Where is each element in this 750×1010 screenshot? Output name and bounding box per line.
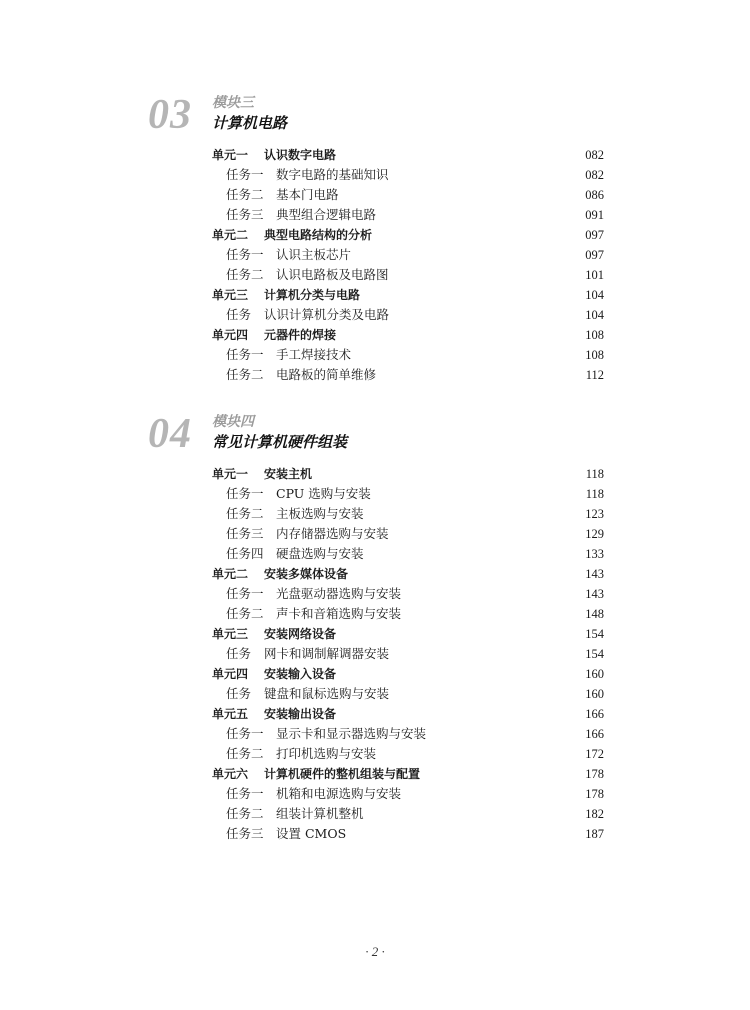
task-number: 任务三 [226, 526, 264, 541]
task-title: 典型组合逻辑电路 [276, 207, 377, 222]
toc-entry-label [226, 604, 401, 624]
unit-title: 计算机硬件的整机组装与配置 [264, 767, 421, 781]
toc-task-row[interactable] [0, 644, 750, 664]
task-number: 任务 [226, 686, 252, 701]
unit-title: 安装多媒体设备 [264, 567, 349, 581]
task-number: 任务一 [226, 726, 264, 741]
page-number: · 2 · [365, 944, 385, 959]
toc-task-row[interactable] [0, 265, 750, 285]
page-ref: 118 [585, 487, 604, 501]
page-ref: 143 [585, 587, 604, 601]
page-ref: 097 [585, 228, 604, 242]
task-number: 任务三 [226, 207, 264, 222]
page-ref: 129 [585, 527, 604, 541]
unit-number: 单元一 [212, 148, 249, 162]
unit-title: 认识数字电路 [264, 148, 337, 162]
task-title: 键盘和鼠标选购与安装 [264, 686, 390, 701]
task-number: 任务 [226, 307, 252, 322]
page-ref: 166 [585, 707, 604, 721]
page-ref: 172 [585, 747, 604, 761]
toc-entry-label [212, 564, 348, 584]
page-ref: 154 [585, 647, 604, 661]
task-title: 数字电路的基础知识 [276, 167, 389, 182]
toc-entry-label [226, 265, 389, 285]
task-title: 设置 CMOS [276, 826, 347, 841]
toc-task-row[interactable] [0, 724, 750, 744]
task-number: 任务二 [226, 187, 264, 202]
unit-number: 单元三 [212, 627, 249, 641]
toc-task-row[interactable] [0, 484, 750, 504]
toc-entry-label [226, 544, 364, 564]
toc-entry-label [212, 704, 336, 724]
toc-unit-row[interactable] [0, 325, 750, 345]
unit-number: 单元二 [212, 228, 249, 242]
toc-entry-label [212, 764, 420, 784]
task-title: 声卡和音箱选购与安装 [276, 606, 402, 621]
page-ref: 097 [585, 248, 604, 262]
toc-unit-row[interactable] [0, 225, 750, 245]
task-number: 任务一 [226, 586, 264, 601]
unit-number: 单元六 [212, 767, 249, 781]
unit-title: 安装输出设备 [264, 707, 337, 721]
toc-task-row[interactable] [0, 165, 750, 185]
module-number: 04 [148, 411, 192, 457]
toc-entry-label [212, 325, 336, 345]
page-ref: 187 [585, 827, 604, 841]
toc-task-row[interactable] [0, 804, 750, 824]
unit-number: 单元一 [212, 467, 249, 481]
unit-title: 安装主机 [264, 467, 313, 481]
module-label: 模块四 [212, 414, 254, 430]
toc-entry-label [226, 504, 364, 524]
toc-list-module-04 [0, 464, 750, 844]
page-ref: 154 [585, 627, 604, 641]
toc-task-row[interactable] [0, 205, 750, 225]
unit-number: 单元二 [212, 567, 249, 581]
toc-entry-label [212, 145, 336, 165]
unit-number: 单元四 [212, 328, 249, 342]
toc-entry-label [226, 165, 389, 185]
page-ref: 091 [585, 208, 604, 222]
toc-entry-label [226, 824, 346, 844]
toc-task-row[interactable] [0, 504, 750, 524]
toc-entry-label [212, 285, 360, 305]
module-title: 常见计算机硬件组装 [212, 433, 348, 451]
toc-entry-label [226, 724, 426, 744]
page-ref: 101 [585, 268, 604, 282]
task-number: 任务三 [226, 826, 264, 841]
task-number: 任务二 [226, 806, 264, 821]
task-title: 基本门电路 [276, 187, 339, 202]
toc-entry-label [226, 345, 351, 365]
task-number: 任务一 [226, 786, 264, 801]
page-ref: 108 [585, 328, 604, 342]
toc-entry-label [226, 584, 401, 604]
toc-entry-label [226, 245, 351, 265]
toc-task-row[interactable] [0, 185, 750, 205]
task-number: 任务二 [226, 606, 264, 621]
page-ref: 133 [585, 547, 604, 561]
toc-entry-label [226, 804, 364, 824]
unit-title: 安装网络设备 [264, 627, 337, 641]
task-number: 任务一 [226, 167, 264, 182]
task-title: 组装计算机整机 [276, 806, 364, 821]
unit-title: 计算机分类与电路 [264, 288, 361, 302]
toc-entry-label [212, 664, 336, 684]
toc-entry-label [226, 185, 339, 205]
unit-number: 单元五 [212, 707, 249, 721]
task-number: 任务一 [226, 486, 264, 501]
toc-task-row[interactable] [0, 584, 750, 604]
toc-unit-row[interactable] [0, 764, 750, 784]
page-ref: 112 [585, 368, 604, 382]
page-ref: 123 [585, 507, 604, 521]
toc-task-row[interactable] [0, 245, 750, 265]
page-ref: 118 [585, 467, 604, 481]
task-title: 打印机选购与安装 [276, 746, 377, 761]
module-title: 计算机电路 [212, 114, 288, 132]
page-ref: 108 [585, 348, 604, 362]
task-number: 任务 [226, 646, 252, 661]
toc-entry-label [226, 644, 389, 664]
page-ref: 082 [585, 168, 604, 182]
task-number: 任务二 [226, 267, 264, 282]
page-ref: 178 [585, 787, 604, 801]
toc-entry-label [212, 464, 312, 484]
toc-unit-row[interactable] [0, 464, 750, 484]
toc-task-row[interactable] [0, 524, 750, 544]
task-title: 显示卡和显示器选购与安装 [276, 726, 427, 741]
task-title: 网卡和调制解调器安装 [264, 646, 390, 661]
page-ref: 166 [585, 727, 604, 741]
toc-unit-row[interactable] [0, 704, 750, 724]
page-ref: 178 [585, 767, 604, 781]
page-ref: 143 [585, 567, 604, 581]
task-title: 电路板的简单维修 [276, 367, 377, 382]
page-ref: 148 [585, 607, 604, 621]
task-title: 机箱和电源选购与安装 [276, 786, 402, 801]
toc-task-row[interactable] [0, 604, 750, 624]
unit-title: 典型电路结构的分析 [264, 228, 373, 242]
toc-unit-row[interactable] [0, 564, 750, 584]
toc-unit-row[interactable] [0, 145, 750, 165]
task-title: 认识主板芯片 [276, 247, 352, 262]
toc-task-row[interactable] [0, 305, 750, 325]
module-number: 03 [148, 92, 192, 138]
toc-task-row[interactable] [0, 824, 750, 844]
page-ref: 160 [585, 687, 604, 701]
toc-entry-label [212, 225, 372, 245]
toc-unit-row[interactable] [0, 285, 750, 305]
unit-title: 安装输入设备 [264, 667, 337, 681]
toc-entry-label [226, 365, 376, 385]
page-ref: 160 [585, 667, 604, 681]
task-title: 手工焊接技术 [276, 347, 352, 362]
toc-entry-label [212, 624, 336, 644]
toc-entry-label [226, 205, 376, 225]
page-ref: 082 [585, 148, 604, 162]
unit-number: 单元四 [212, 667, 249, 681]
unit-title: 元器件的焊接 [264, 328, 337, 342]
task-number: 任务四 [226, 546, 264, 561]
toc-list-module-03 [0, 145, 750, 385]
toc-task-row[interactable] [0, 744, 750, 764]
task-number: 任务一 [226, 247, 264, 262]
toc-unit-row[interactable] [0, 664, 750, 684]
toc-entry-label [226, 484, 371, 504]
page-ref: 104 [585, 288, 604, 302]
task-title: 硬盘选购与安装 [276, 546, 364, 561]
page-ref: 182 [585, 807, 604, 821]
task-title: 主板选购与安装 [276, 506, 364, 521]
toc-task-row[interactable] [0, 345, 750, 365]
task-title: 认识计算机分类及电路 [264, 307, 390, 322]
toc-unit-row[interactable] [0, 624, 750, 644]
unit-number: 单元三 [212, 288, 249, 302]
task-title: CPU 选购与安装 [276, 486, 371, 501]
page-ref: 104 [585, 308, 604, 322]
task-title: 内存储器选购与安装 [276, 526, 389, 541]
page-ref: 086 [585, 188, 604, 202]
task-number: 任务二 [226, 746, 264, 761]
toc-task-row[interactable] [0, 784, 750, 804]
toc-task-row[interactable] [0, 684, 750, 704]
toc-entry-label [226, 305, 389, 325]
toc-entry-label [226, 744, 376, 764]
task-title: 认识电路板及电路图 [276, 267, 389, 282]
module-label: 模块三 [212, 95, 254, 111]
task-number: 任务二 [226, 367, 264, 382]
toc-entry-label [226, 784, 401, 804]
toc-entry-label [226, 524, 389, 544]
toc-task-row[interactable] [0, 544, 750, 564]
task-number: 任务二 [226, 506, 264, 521]
task-number: 任务一 [226, 347, 264, 362]
task-title: 光盘驱动器选购与安装 [276, 586, 402, 601]
toc-task-row[interactable] [0, 365, 750, 385]
toc-entry-label [226, 684, 389, 704]
